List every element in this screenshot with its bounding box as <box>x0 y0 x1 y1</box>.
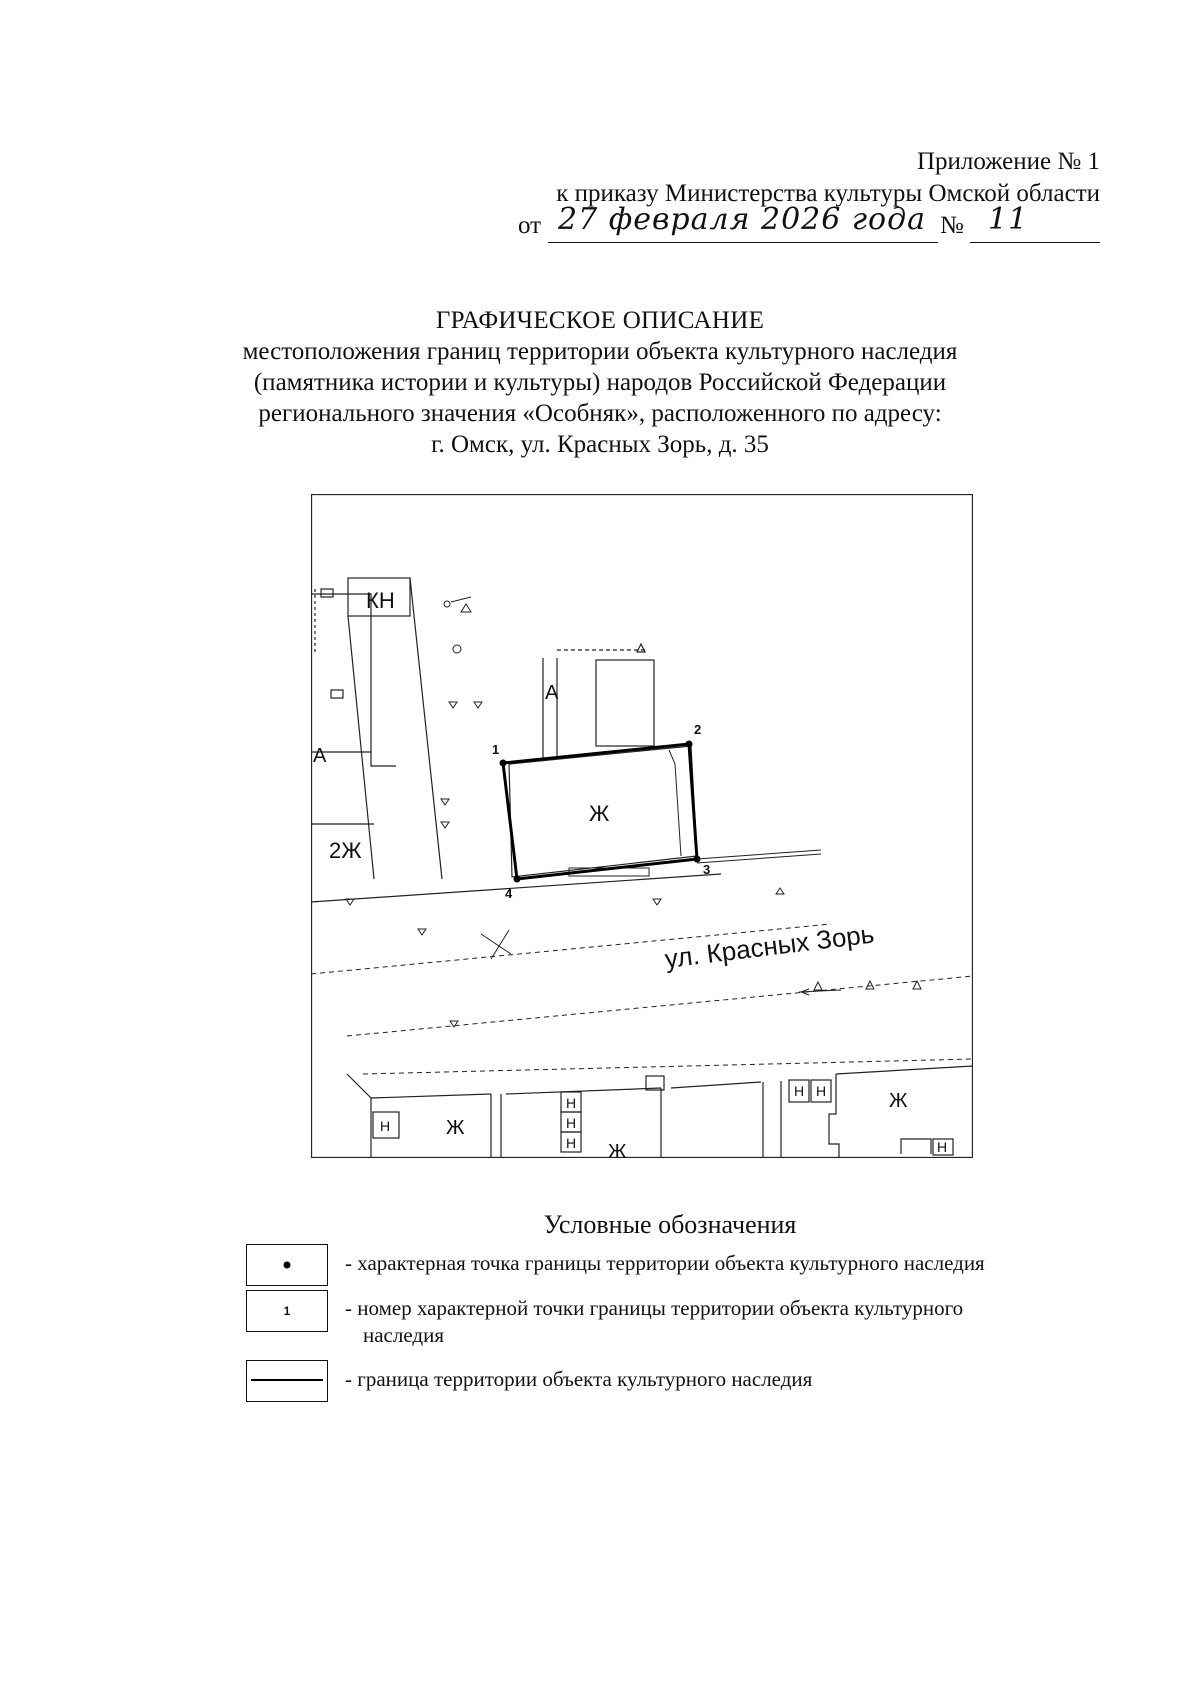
document-title <box>150 305 1050 460</box>
date-prefix: от <box>518 212 542 239</box>
map-label-n: Н <box>380 1118 391 1134</box>
map-label-n: Н <box>794 1083 805 1099</box>
date-number-row <box>518 202 1100 248</box>
boundary-map <box>311 494 973 1158</box>
title-line-1: ГРАФИЧЕСКОЕ ОПИСАНИЕ <box>435 307 765 334</box>
legend-title: Условные обозначения <box>543 1210 797 1239</box>
map-label-street: ул. Красных Зорь <box>663 918 876 974</box>
map-label-zh-bottom-mid: Ж <box>608 1141 627 1158</box>
boundary-point-1 <box>500 760 507 767</box>
point-label-4: 4 <box>505 886 513 901</box>
title-line-2: местоположения границ территории объекта культурного наследия <box>242 338 958 365</box>
map-label-2zh: 2Ж <box>329 838 362 863</box>
title-line-5: г. Омск, ул. Красных Зорь, д. 35 <box>431 431 769 458</box>
title-line-3: (памятника истории и культуры) народов Российской Федерации <box>253 369 947 396</box>
legend-text-number-line2: наследия <box>363 1323 444 1347</box>
map-label-zh-bottom-left: Ж <box>446 1117 465 1139</box>
map-label-n: Н <box>566 1095 577 1111</box>
legend-text-number-line1: - номер характерной точки границы территории объекта культурного <box>345 1296 964 1320</box>
handwritten-number: 11 <box>988 202 1029 237</box>
order-reference: к приказу Министерства культуры Омской области <box>556 180 1100 207</box>
map-label-zh-bottom-right: Ж <box>889 1090 908 1112</box>
legend-symbol-line <box>246 1360 328 1402</box>
map-label-zh-main: Ж <box>589 801 610 826</box>
point-label-1: 1 <box>492 742 500 757</box>
title-line-4: регионального значения «Особняк», расположенного по адресу: <box>258 400 942 427</box>
map-label-kn: КН <box>366 588 395 613</box>
legend-text-number <box>345 1295 963 1349</box>
boundary-point-dot-icon <box>247 1245 327 1285</box>
point-label-2: 2 <box>694 722 702 737</box>
boundary-point-4 <box>514 876 521 883</box>
map-label-n: Н <box>816 1083 827 1099</box>
boundary-point-2 <box>686 741 693 748</box>
number-field <box>970 202 1100 243</box>
map-label-a-left: А <box>313 745 327 767</box>
map-label-n: Н <box>937 1139 948 1155</box>
legend-text-point: - характерная точка границы территории объекта культурного наследия <box>345 1251 985 1275</box>
map-label-n: Н <box>566 1135 577 1151</box>
handwritten-date: 27 февраля 2026 года <box>558 202 927 237</box>
appendix-label: Приложение № 1 <box>916 148 1100 175</box>
map-label-a-top: А <box>545 682 559 704</box>
legend-text-line: - граница территории объекта культурного наследия <box>345 1367 813 1391</box>
boundary-line-icon <box>247 1361 327 1401</box>
legend-symbol-point <box>246 1244 328 1286</box>
legend-number-symbol: 1 <box>283 1304 291 1318</box>
point-label-3: 3 <box>703 862 711 877</box>
map-label-n: Н <box>566 1115 577 1131</box>
legend-symbol-number <box>246 1290 328 1332</box>
date-field <box>548 202 938 243</box>
number-prefix: № <box>940 212 964 239</box>
